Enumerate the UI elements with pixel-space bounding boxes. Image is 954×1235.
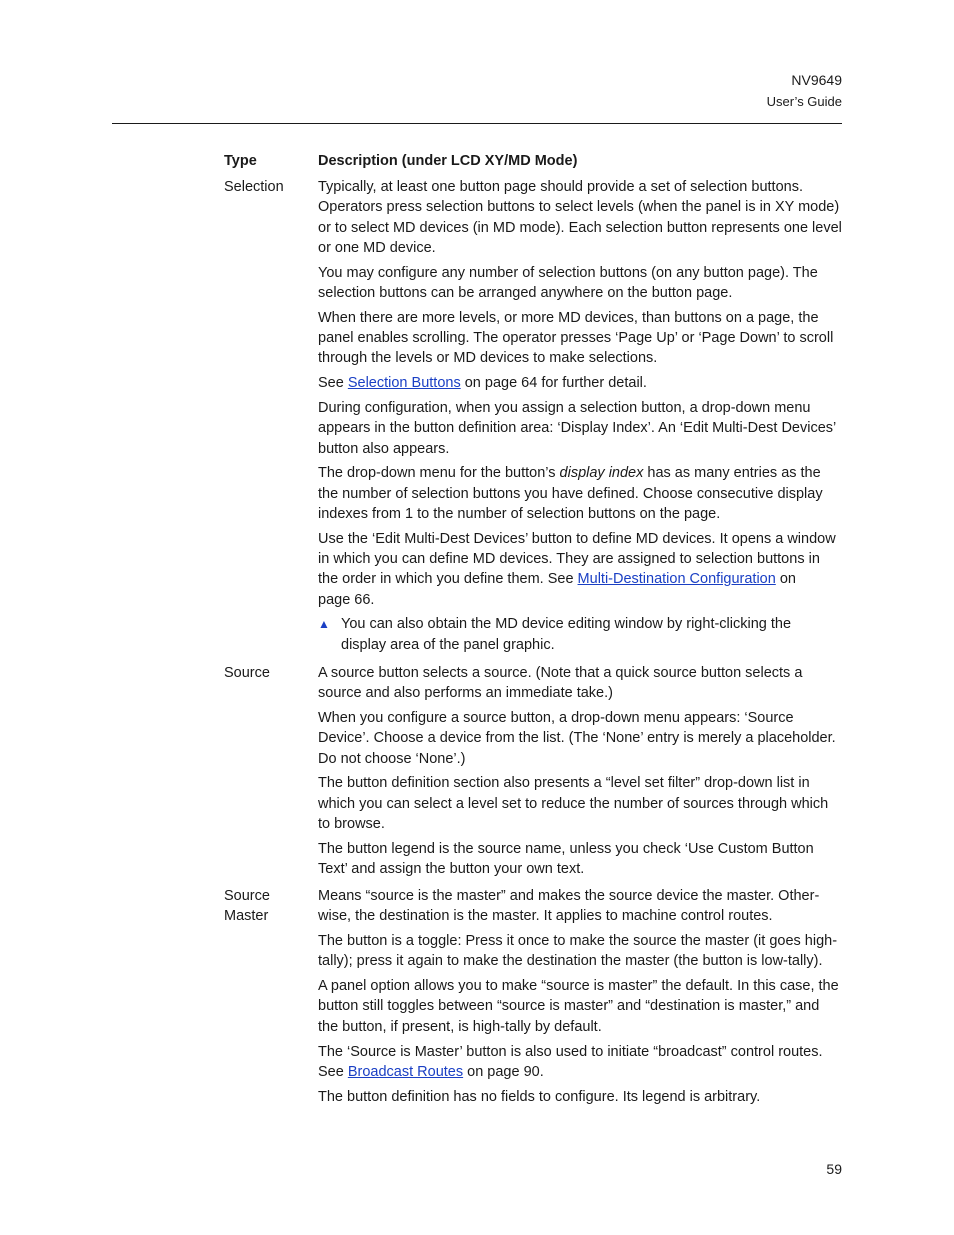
description-column-heading: Description (under LCD XY/MD Mode) <box>318 153 578 169</box>
running-header <box>767 70 842 112</box>
multi-destination-configuration-link[interactable]: Multi-Destination Configuration <box>577 571 776 588</box>
paragraph: A source button selects a source. (Note that a quick source button selects a source and also performs an immediate take.) <box>318 665 803 702</box>
paragraph: When there are more levels, or more MD devices, than buttons on a page, the panel enables scrolling. The operator presses ‘Page Up’ or ‘Page Down’ to scroll through the levels or MD devices to make selections. <box>318 309 834 367</box>
paragraph: The button definition has no fields to configure. Its legend is arbitrary. <box>318 1088 761 1105</box>
paragraph: The ‘Source is Master’ button is also used to initiate “broadcast” control routes. See Broadcast Routes on page 90. <box>318 1043 823 1080</box>
type-label: Source <box>224 888 270 904</box>
paragraph: During configuration, when you assign a selection button, a drop-down menu appears in the button definition area: ‘Display Index’. An ‘Edit Multi-Dest Devices’ button also appears. <box>318 399 837 457</box>
paragraph: The button is a toggle: Press it once to make the source the master (it goes high- tally); press it again to make the destination the master (the button is low-tally). <box>318 933 838 970</box>
type-source <box>224 663 314 683</box>
description-selection <box>318 177 843 655</box>
type-selection <box>224 177 314 197</box>
paragraph: A panel option allows you to make “source is master” the default. In this case, the button still toggles between “source is master” and “destination is master,” and the button, if present, is high-tally by default. <box>318 978 839 1035</box>
paragraph: The button definition section also presents a “level set filter” drop-down list in which you can select a level set to reduce the number of sources through which to browse. <box>318 775 829 833</box>
page-number: 59 <box>826 1161 842 1177</box>
header-rule <box>112 123 842 124</box>
paragraph: Means “source is the master” and makes the source device the master. Other- wise, the destination is the master. It applies to machine control routes. <box>318 888 820 925</box>
paragraph: You may configure any number of selection buttons (on any button page). The selection buttons can be arranged anywhere on the button page. <box>318 264 818 301</box>
type-label: Selection <box>224 179 284 195</box>
paragraph: Use the ‘Edit Multi-Dest Devices’ button to define MD devices. It opens a window in which you can define MD devices. They are assigned to selection buttons in the order in which you define them. See Multi-Destination Configuration on page 66. <box>318 530 836 608</box>
guide-name: User’s Guide <box>766 94 842 109</box>
broadcast-routes-link[interactable]: Broadcast Routes <box>347 1063 464 1080</box>
type-source-master <box>224 886 314 927</box>
paragraph: When you configure a source button, a drop-down menu appears: ‘Source Device’. Choose a device from the list. (The ‘None’ entry is merely a placeholder. Do not choose ‘None’.) <box>318 710 836 767</box>
description-source <box>318 663 843 884</box>
type-column-heading: Type <box>224 153 257 169</box>
paragraph: The drop-down menu for the button’s display index has as many entries as the the number of selection buttons you have defined. Choose consecutive display indexes from 1 to the number of selection buttons on the page. <box>318 465 823 522</box>
note: ▲ You can also obtain the MD device editing window by right-clicking the display area of the panel graphic. <box>318 616 792 653</box>
product-name: NV9649 <box>791 72 842 88</box>
type-label: Source <box>224 665 270 681</box>
selection-buttons-link[interactable]: Selection Buttons <box>347 375 461 392</box>
description-source-master <box>318 886 843 1111</box>
paragraph: See Selection Buttons on page 64 for further detail. <box>318 375 647 392</box>
type-label: Master <box>224 908 269 925</box>
blue-triangle-icon: ▲ <box>318 617 330 632</box>
paragraph: The button legend is the source name, unless you check ‘Use Custom Button Text’ and assign the button your own text. <box>318 840 814 878</box>
paragraph: Typically, at least one button page should provide a set of selection buttons. Operators press selection buttons to select levels (when the panel is in XY mode) or to select MD devices (in MD mode). Each selection button represents one level or one MD device. <box>318 179 842 256</box>
